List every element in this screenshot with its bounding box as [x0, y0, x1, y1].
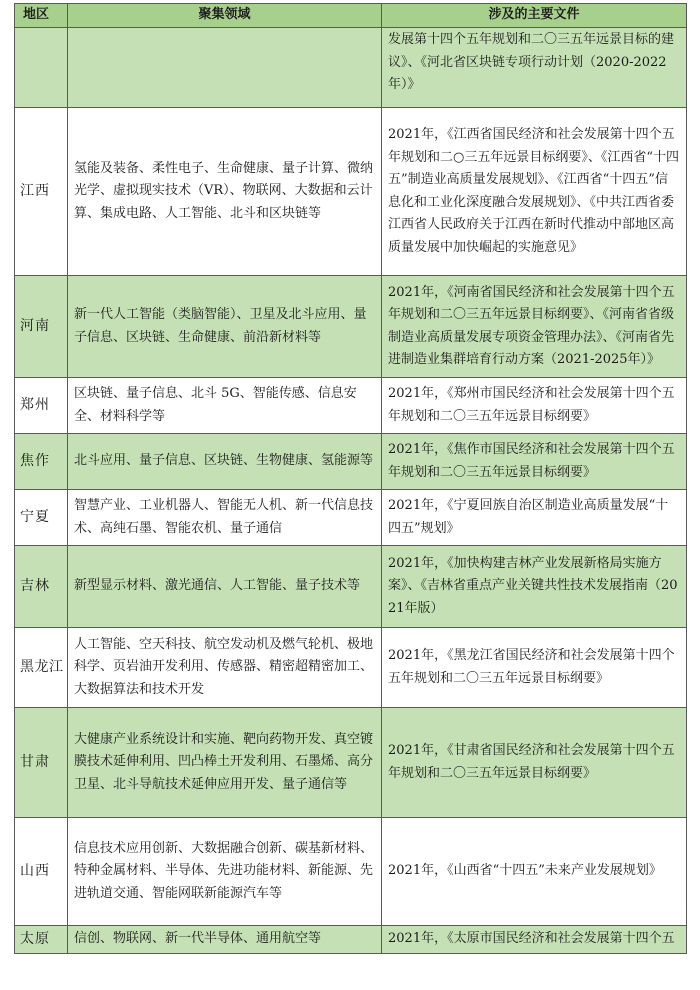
documents-cell: 2021年，《太原市国民经济和社会发展第十四个五 — [382, 926, 687, 954]
table-row — [15, 434, 687, 490]
region-cell: 焦作 — [15, 434, 68, 490]
table-row — [15, 546, 687, 628]
table-row — [15, 926, 687, 954]
documents-cell: 2021年，《黑龙江省国民经济和社会发展第十四个五年规划和二〇三五年远景目标纲要》 — [382, 628, 687, 708]
documents-cell: 2021年，《宁夏回族自治区制造业高质量发展“十四五”规划》 — [382, 490, 687, 546]
table-row — [15, 28, 687, 108]
region-cell: 江西 — [15, 108, 68, 276]
table-row — [15, 276, 687, 378]
fields-cell: 信创、物联网、新一代半导体、通用航空等 — [68, 926, 382, 954]
table-row — [15, 490, 687, 546]
industry-policy-table — [14, 3, 687, 954]
header-region: 地区 — [15, 4, 68, 28]
documents-cell: 发展第十四个五年规划和二〇三五年远景目标的建议》、《河北省区块链专项行动计划（2020-2022年）》 — [382, 28, 687, 108]
region-cell: 太原 — [15, 926, 68, 954]
region-cell: 宁夏 — [15, 490, 68, 546]
documents-cell: 2021年，《焦作市国民经济和社会发展第十四个五年规划和二〇三五年远景目标纲要》 — [382, 434, 687, 490]
fields-cell: 人工智能、空天科技、航空发动机及燃气轮机、极地科学、页岩油开发利用、传感器、精密超精密加工、大数据算法和技术开发 — [68, 628, 382, 708]
region-cell — [15, 28, 68, 108]
documents-cell: 2021年，《江西省国民经济和社会发展第十四个五年规划和二○三五年远景目标纲要》、《江西省“十四五”制造业高质量发展规划》、《江西省“十四五”信息化和工业化深度融合发展规划》、《中共江西省委 江西省人民政府关于江西在新时代推动中部地区高质量发展中加快崛起的实施意见》 — [382, 108, 687, 276]
table-row — [15, 108, 687, 276]
region-cell: 郑州 — [15, 378, 68, 434]
table-row — [15, 708, 687, 818]
table-row — [15, 378, 687, 434]
documents-cell: 2021年，《加快构建吉林产业发展新格局实施方案》、《吉林省重点产业关键共性技术发展指南（2021年版） — [382, 546, 687, 628]
header-documents: 涉及的主要文件 — [382, 4, 687, 28]
region-cell: 山西 — [15, 818, 68, 926]
fields-cell: 氢能及装备、柔性电子、生命健康、量子计算、微纳光学、虚拟现实技术（VR）、物联网、大数据和云计算、集成电路、人工智能、北斗和区块链等 — [68, 108, 382, 276]
fields-cell: 大健康产业系统设计和实施、靶向药物开发、真空镀膜技术延伸利用、凹凸棒土开发利用、石墨烯、高分卫星、北斗导航技术延伸应用开发、量子通信等 — [68, 708, 382, 818]
region-cell: 黑龙江 — [15, 628, 68, 708]
region-cell: 吉林 — [15, 546, 68, 628]
fields-cell: 信息技术应用创新、大数据融合创新、碳基新材料、特种金属材料、半导体、先进功能材料、新能源、先进轨道交通、智能网联新能源汽车等 — [68, 818, 382, 926]
region-cell: 河南 — [15, 276, 68, 378]
fields-cell: 北斗应用、量子信息、区块链、生物健康、氢能源等 — [68, 434, 382, 490]
documents-cell: 2021年，《郑州市国民经济和社会发展第十四个五年规划和二〇三五年远景目标纲要》 — [382, 378, 687, 434]
fields-cell: 新型显示材料、激光通信、人工智能、量子技术等 — [68, 546, 382, 628]
header-fields: 聚集领域 — [68, 4, 382, 28]
fields-cell: 新一代人工智能（类脑智能）、卫星及北斗应用、量子信息、区块链、生命健康、前沿新材料等 — [68, 276, 382, 378]
region-cell: 甘肃 — [15, 708, 68, 818]
documents-cell: 2021年，《山西省“十四五”未来产业发展规划》 — [382, 818, 687, 926]
fields-cell — [68, 28, 382, 108]
documents-cell: 2021年，《河南省国民经济和社会发展第十四个五年规划和二〇三五年远景目标纲要》、《河南省省级制造业高质量发展专项资金管理办法》、《河南省先进制造业集群培育行动方案（2021-2025年）》 — [382, 276, 687, 378]
header-row — [15, 4, 687, 28]
table-row — [15, 818, 687, 926]
documents-cell: 2021年，《甘肃省国民经济和社会发展第十四个五年规划和二〇三五年远景目标纲要》 — [382, 708, 687, 818]
fields-cell: 智慧产业、工业机器人、智能无人机、新一代信息技术、高纯石墨、智能农机、量子通信 — [68, 490, 382, 546]
fields-cell: 区块链、量子信息、北斗 5G、智能传感、信息安全、材料科学等 — [68, 378, 382, 434]
table-row — [15, 628, 687, 708]
